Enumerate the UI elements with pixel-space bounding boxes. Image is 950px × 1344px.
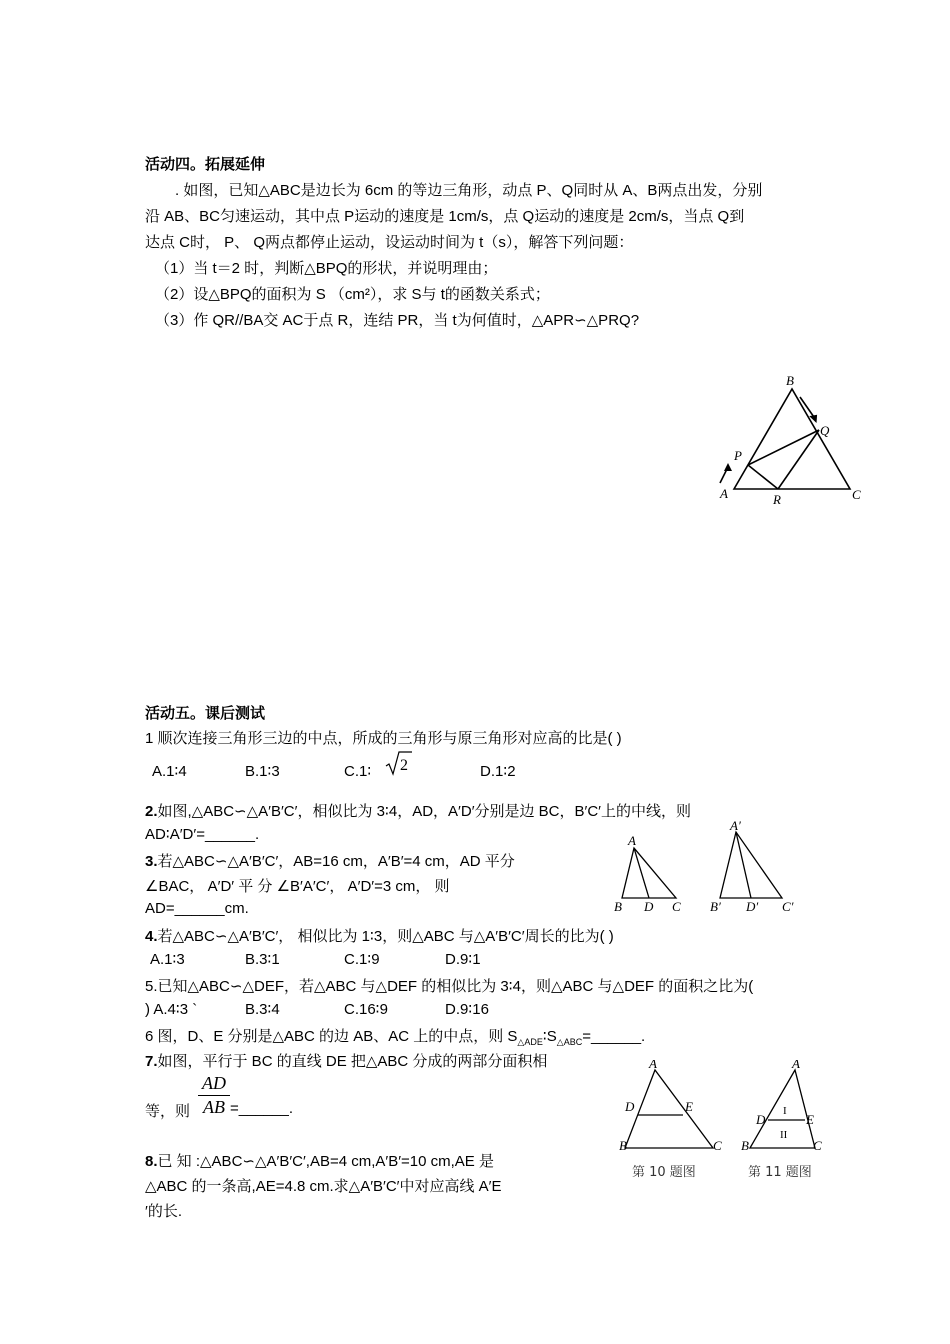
problem-3-line3: AD=______cm. [145, 900, 249, 917]
section4-heading: 活动四。拓展延伸 [145, 156, 266, 173]
p1-option-d: D.1∶2 [480, 763, 516, 780]
label-r: R [773, 492, 781, 507]
problem-7-line2-post: =______. [230, 1100, 293, 1117]
problem-7-line2-pre: 等，则 [145, 1103, 191, 1120]
p4-option-c: C.1∶9 [344, 951, 380, 968]
p1-option-a: A.1∶4 [152, 763, 187, 780]
problem-8-line2: △ABC 的一条高,AE=4.8 cm.求△A′B′C′中对应高线 A′E [145, 1178, 502, 1195]
caption-figure-10: 第 10 题图 [632, 1165, 696, 1180]
label-c-prime: C′ [782, 899, 794, 914]
label-a: A [720, 486, 728, 501]
label-b: B [614, 899, 622, 914]
fraction-numerator: AD [202, 1073, 226, 1093]
question-2: （2）设△BPQ的面积为 S （cm²），求 S与 t的函数关系式； [155, 286, 550, 303]
region-i-label: I [783, 1105, 787, 1117]
p1-option-c: C.1∶ [344, 763, 372, 780]
label-c: C [672, 899, 681, 914]
problem-number: 3. [145, 853, 158, 870]
problem-1: 1 顺次连接三角形三边的中点，所成的三角形与原三角形对应高的比是( ) [145, 730, 622, 747]
problem-3-line1: 若△ABC∽△A′B′C′，AB=16 cm，A′B′=4 cm，AD 平分 [157, 853, 515, 870]
question-1: （1）当 t＝2 时，判断△BPQ的形状，并说明理由； [155, 260, 498, 277]
problem-5-line2: ) A.4∶3 ` [145, 1001, 198, 1018]
p4-option-d: D.9∶1 [445, 951, 481, 968]
p1-option-b: B.1∶3 [245, 763, 280, 780]
p5-option-d: D.9∶16 [445, 1001, 489, 1018]
label-a-prime: A′ [730, 820, 741, 833]
problem-3-line2: ∠BAC， A′D′ 平 分 ∠B′A′C′， A′D′=3 cm， 则 [145, 878, 450, 895]
problem-number: 7. [145, 1053, 158, 1070]
problem-8-line1: 已 知 :△ABC∽△A′B′C′,AB=4 cm,A′B′=10 cm,AE 是 [157, 1153, 494, 1170]
problem-2-line1: 如图,△ABC∽△A′B′C′，相似比为 3∶4，AD，A′D′分别是边 BC，B′C′上的中线，则 [157, 803, 691, 820]
p6-text: =______. [582, 1028, 646, 1045]
problem-line: 沿 AB、BC匀速运动，其中点 P运动的速度是 1cm/s，点 Q运动的速度是 2cm/s，当点 Q到 [145, 208, 745, 225]
label-c: C [813, 1138, 822, 1153]
fraction-denominator: AB [203, 1097, 225, 1117]
problem-2-line2: AD∶A′D′=______. [145, 826, 260, 843]
problem-5-line1: 5.已知△ABC∽△DEF，若△ABC 与△DEF 的相似比为 3∶4，则△ABC 与△DEF 的面积之比为( [145, 978, 754, 995]
problem-6 [145, 1025, 645, 1048]
caption-figure-11: 第 11 题图 [748, 1165, 812, 1180]
label-a: A [792, 1060, 800, 1071]
p6-subscript-abc: △ABC [556, 1037, 583, 1047]
triangle-abc-figure [700, 365, 880, 515]
p5-option-b: B.3∶4 [245, 1001, 280, 1018]
region-ii-label: II [780, 1129, 788, 1141]
label-b: B [786, 373, 794, 388]
label-b: B [619, 1138, 627, 1153]
similar-triangles-figure [610, 820, 810, 915]
fraction-ad-ab [198, 1073, 230, 1118]
label-d: D [644, 899, 654, 914]
problem-8-line3: ′的长. [145, 1203, 182, 1220]
label-d: D [756, 1112, 766, 1127]
p6-text: 6 图，D、E 分别是△ABC 的边 AB、AC 上的中点，则 S [145, 1028, 518, 1045]
label-c: C [713, 1138, 722, 1153]
label-b: B [741, 1138, 749, 1153]
question-3: （3）作 QR//BA交 AC于点 R，连结 PR，当 t为何值时，△APR∽△PRQ? [155, 312, 640, 329]
p6-subscript-ade: △ADE [517, 1037, 543, 1047]
p4-option-a: A.1∶3 [150, 951, 185, 968]
sqrt-symbol [384, 749, 414, 777]
p5-option-c: C.16∶9 [344, 1001, 388, 1018]
label-e: E [806, 1112, 814, 1127]
p4-option-b: B.3∶1 [245, 951, 280, 968]
problem-line: 达点 C时， P、 Q两点都停止运动，设运动时间为 t（s），解答下列问题： [145, 234, 634, 251]
problem-4-line1: 若△ABC∽△A′B′C′， 相似比为 1∶3，则△ABC 与△A′B′C′周长的比为( ) [157, 928, 614, 945]
label-p: P [734, 448, 742, 463]
problem-line: . 如图，已知△ABC是边长为 6cm 的等边三角形，动点 P、Q同时从 A、B两点出发，分别 [175, 182, 763, 199]
label-b-prime: B′ [710, 899, 721, 914]
label-d-prime: D′ [746, 899, 759, 914]
problem-number: 8. [145, 1153, 158, 1170]
sqrt-value: 2 [400, 757, 408, 774]
label-a: A [649, 1060, 657, 1071]
problem-7-line1: 如图，平行于 BC 的直线 DE 把△ABC 分成的两部分面积相 [157, 1053, 548, 1070]
p6-text: ∶S [542, 1028, 557, 1045]
label-q: Q [820, 423, 830, 438]
problem-number: 4. [145, 928, 158, 945]
label-e: E [685, 1099, 693, 1114]
label-d: D [625, 1099, 635, 1114]
section5-heading: 活动五。课后测试 [145, 705, 266, 722]
label-a: A [628, 833, 636, 848]
label-c: C [852, 487, 861, 502]
problem-number: 2. [145, 803, 158, 820]
